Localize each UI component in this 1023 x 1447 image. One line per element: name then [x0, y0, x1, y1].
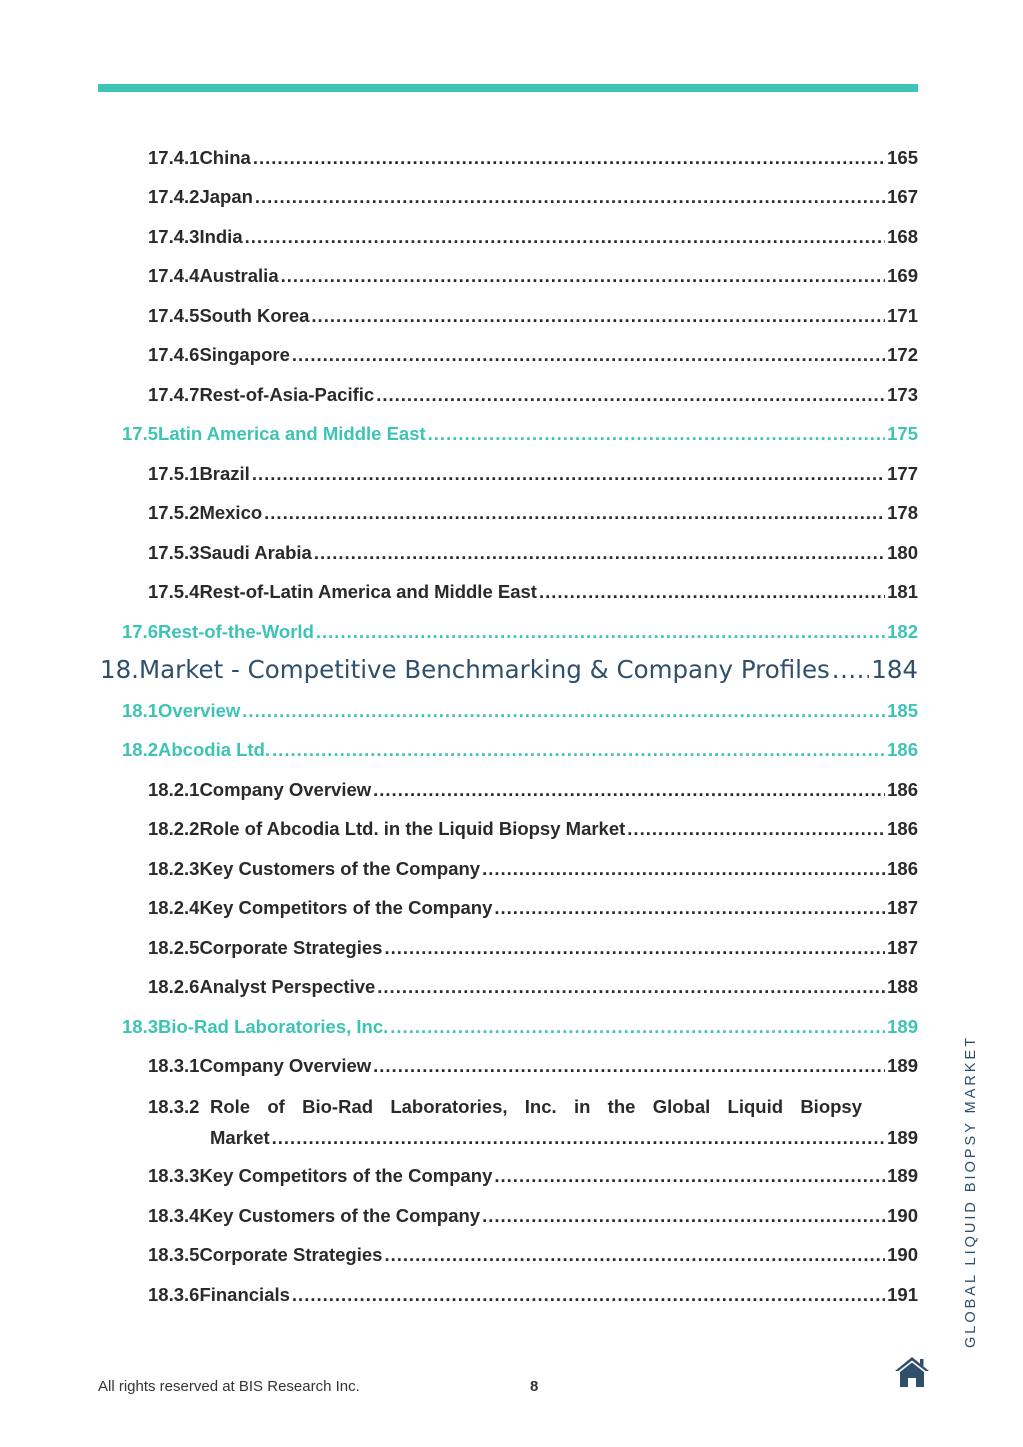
toc-label: Singapore	[199, 344, 290, 365]
toc-leader-dots	[832, 655, 869, 685]
toc-number: 18.3	[122, 1016, 159, 1037]
toc-number: 18.2.2	[148, 818, 200, 839]
toc-page-number: 180	[887, 542, 918, 563]
toc-page-number: 169	[887, 265, 918, 286]
toc-number: 17.4.3	[148, 226, 200, 247]
toc-entry[interactable]	[148, 975, 918, 999]
toc-page-number: 181	[887, 581, 918, 602]
toc-entry[interactable]	[148, 541, 918, 565]
toc-label: India	[199, 226, 243, 247]
toc-entry[interactable]	[148, 896, 918, 920]
toc-label: Saudi Arabia	[199, 542, 312, 563]
toc-section-entry[interactable]	[122, 1015, 918, 1039]
toc-entry[interactable]	[148, 343, 918, 367]
home-icon[interactable]	[893, 1355, 931, 1389]
toc-label-continued: Market	[210, 1127, 270, 1148]
toc-label: Brazil	[199, 463, 250, 484]
toc-leader-dots	[384, 936, 885, 960]
toc-number: 17.5	[122, 423, 159, 444]
toc-section-entry[interactable]	[122, 738, 918, 762]
toc-number: 18.1	[122, 700, 159, 721]
toc-leader-dots	[494, 1164, 885, 1188]
toc-number: 18.3.6	[148, 1284, 200, 1305]
toc-page-number: 189	[887, 1055, 918, 1076]
toc-entry[interactable]	[148, 1091, 918, 1153]
toc-leader-dots	[390, 1015, 885, 1039]
toc-label: Market - Competitive Benchmarking & Company Profiles	[138, 655, 830, 684]
toc-page-number: 172	[887, 344, 918, 365]
toc-section-entry[interactable]	[122, 699, 918, 723]
toc-number: 18.2	[122, 739, 159, 760]
toc-leader-dots	[627, 817, 885, 841]
toc-number: 17.4.4	[148, 265, 200, 286]
toc-label: Company Overview	[199, 779, 372, 800]
toc-chapter-entry[interactable]	[100, 655, 918, 685]
toc-page-number: 185	[887, 700, 918, 721]
toc-label: South Korea	[199, 305, 310, 326]
toc-leader-dots	[494, 896, 885, 920]
toc-entry[interactable]	[148, 778, 918, 802]
toc-page-number: 186	[887, 779, 918, 800]
toc-label: Key Competitors of the Company	[199, 1165, 493, 1186]
toc-entry[interactable]	[148, 383, 918, 407]
toc-number: 17.5.3	[148, 542, 200, 563]
footer-page-number: 8	[530, 1378, 539, 1395]
toc-leader-dots	[377, 975, 885, 999]
toc-page-number: 171	[887, 305, 918, 326]
toc-number: 18.3.3	[148, 1165, 200, 1186]
toc-label: China	[199, 147, 251, 168]
toc-label: Australia	[199, 265, 279, 286]
toc-page-number: 178	[887, 502, 918, 523]
toc-page-number: 188	[887, 976, 918, 997]
toc-leader-dots	[384, 1243, 885, 1267]
toc-number: 18.	[100, 655, 139, 684]
toc-page-number: 182	[887, 621, 918, 642]
top-accent-bar	[98, 84, 918, 92]
toc-page-number: 191	[887, 1284, 918, 1305]
toc-leader-dots	[272, 1122, 885, 1153]
toc-leader-dots	[316, 620, 885, 644]
toc-page-number: 187	[887, 937, 918, 958]
toc-label: Japan	[199, 186, 253, 207]
toc-leader-dots	[373, 1054, 885, 1078]
toc-leader-dots	[311, 304, 885, 328]
toc-label: Company Overview	[199, 1055, 372, 1076]
toc-page-number: 186	[887, 739, 918, 760]
toc-page-number: 187	[887, 897, 918, 918]
toc-page-number: 190	[887, 1244, 918, 1265]
toc-label: Mexico	[199, 502, 263, 523]
toc-page-number: 189	[887, 1127, 918, 1148]
toc-label: Key Customers of the Company	[199, 858, 481, 879]
toc-label: Role of Bio-Rad Laboratories, Inc. in the Global Liquid Biopsy	[210, 1096, 862, 1117]
toc-leader-dots	[264, 501, 885, 525]
toc-page-number: 173	[887, 384, 918, 405]
toc-entry[interactable]	[148, 462, 918, 486]
toc-number: 18.2.1	[148, 779, 200, 800]
footer-copyright: All rights reserved at BIS Research Inc.	[98, 1378, 360, 1395]
toc-page-number: 184	[871, 655, 918, 684]
toc-label: Overview	[158, 700, 241, 721]
toc-page-number: 167	[887, 186, 918, 207]
toc-page-number: 177	[887, 463, 918, 484]
toc-number: 18.2.6	[148, 976, 200, 997]
toc-label: Rest-of-the-World	[158, 621, 314, 642]
toc-leader-dots	[292, 343, 885, 367]
toc-entry[interactable]	[148, 580, 918, 604]
toc-entry[interactable]	[148, 1283, 918, 1307]
toc-entry[interactable]	[148, 1164, 918, 1188]
toc-label: Rest-of-Asia-Pacific	[199, 384, 375, 405]
toc-entry[interactable]	[148, 304, 918, 328]
toc-number: 18.3.2	[148, 1096, 200, 1117]
toc-page-number: 189	[887, 1165, 918, 1186]
toc-label: Corporate Strategies	[199, 937, 383, 958]
toc-page-number: 165	[887, 147, 918, 168]
toc-number: 18.2.3	[148, 858, 200, 879]
toc-number: 18.3.5	[148, 1244, 200, 1265]
toc-label: Corporate Strategies	[199, 1244, 383, 1265]
toc-leader-dots	[252, 462, 885, 486]
toc-number: 17.4.1	[148, 147, 200, 168]
toc-number: 17.4.7	[148, 384, 200, 405]
toc-entry[interactable]	[148, 817, 918, 841]
toc-page-number: 186	[887, 858, 918, 879]
toc-label: Bio-Rad Laboratories, Inc.	[158, 1016, 389, 1037]
toc-label: Financials	[199, 1284, 290, 1305]
toc-leader-dots	[245, 225, 886, 249]
toc-label: Latin America and Middle East	[158, 423, 426, 444]
toc-label: Key Competitors of the Company	[199, 897, 493, 918]
toc-label: Role of Abcodia Ltd. in the Liquid Biopsy Market	[199, 818, 626, 839]
toc-leader-dots	[292, 1283, 885, 1307]
toc-label: Key Customers of the Company	[199, 1205, 481, 1226]
side-report-title: GLOBAL LIQUID BIOPSY MARKET	[963, 1034, 979, 1348]
toc-entry[interactable]	[148, 857, 918, 881]
toc-leader-dots	[376, 383, 885, 407]
toc-entry[interactable]	[148, 225, 918, 249]
toc-number: 18.3.1	[148, 1055, 200, 1076]
toc-leader-dots	[281, 264, 886, 288]
toc-label: Analyst Perspective	[199, 976, 376, 997]
toc-number: 17.5.1	[148, 463, 200, 484]
toc-number: 17.5.4	[148, 581, 200, 602]
toc-entry[interactable]	[148, 185, 918, 209]
toc-page-number: 186	[887, 818, 918, 839]
toc-leader-dots	[482, 1204, 885, 1228]
toc-leader-dots	[272, 738, 885, 762]
toc-leader-dots	[253, 146, 885, 170]
toc-leader-dots	[539, 580, 885, 604]
toc-number: 18.3.4	[148, 1205, 200, 1226]
toc-page-number: 175	[887, 423, 918, 444]
toc-leader-dots	[314, 541, 885, 565]
toc-entry[interactable]	[148, 501, 918, 525]
toc-number: 17.6	[122, 621, 159, 642]
toc-number: 17.4.5	[148, 305, 200, 326]
toc-number: 17.4.2	[148, 186, 200, 207]
toc-leader-dots	[428, 422, 885, 446]
toc-number: 18.2.5	[148, 937, 200, 958]
toc-entry[interactable]	[148, 1243, 918, 1267]
toc-leader-dots	[482, 857, 885, 881]
toc-label: Abcodia Ltd.	[158, 739, 271, 760]
toc-section-entry[interactable]	[122, 422, 918, 446]
toc-number: 17.4.6	[148, 344, 200, 365]
toc-entry[interactable]	[148, 1054, 918, 1078]
toc-section-entry[interactable]	[122, 620, 918, 644]
toc-number: 18.2.4	[148, 897, 200, 918]
toc-page-number: 168	[887, 226, 918, 247]
toc-leader-dots	[373, 778, 885, 802]
toc-entry[interactable]	[148, 264, 918, 288]
toc-page-number: 190	[887, 1205, 918, 1226]
toc-leader-dots	[255, 185, 885, 209]
toc-page-number: 189	[887, 1016, 918, 1037]
toc-entry[interactable]	[148, 1204, 918, 1228]
toc-number: 17.5.2	[148, 502, 200, 523]
toc-entry[interactable]	[148, 146, 918, 170]
toc-entry[interactable]	[148, 936, 918, 960]
toc-label: Rest-of-Latin America and Middle East	[199, 581, 537, 602]
toc-leader-dots	[242, 699, 885, 723]
